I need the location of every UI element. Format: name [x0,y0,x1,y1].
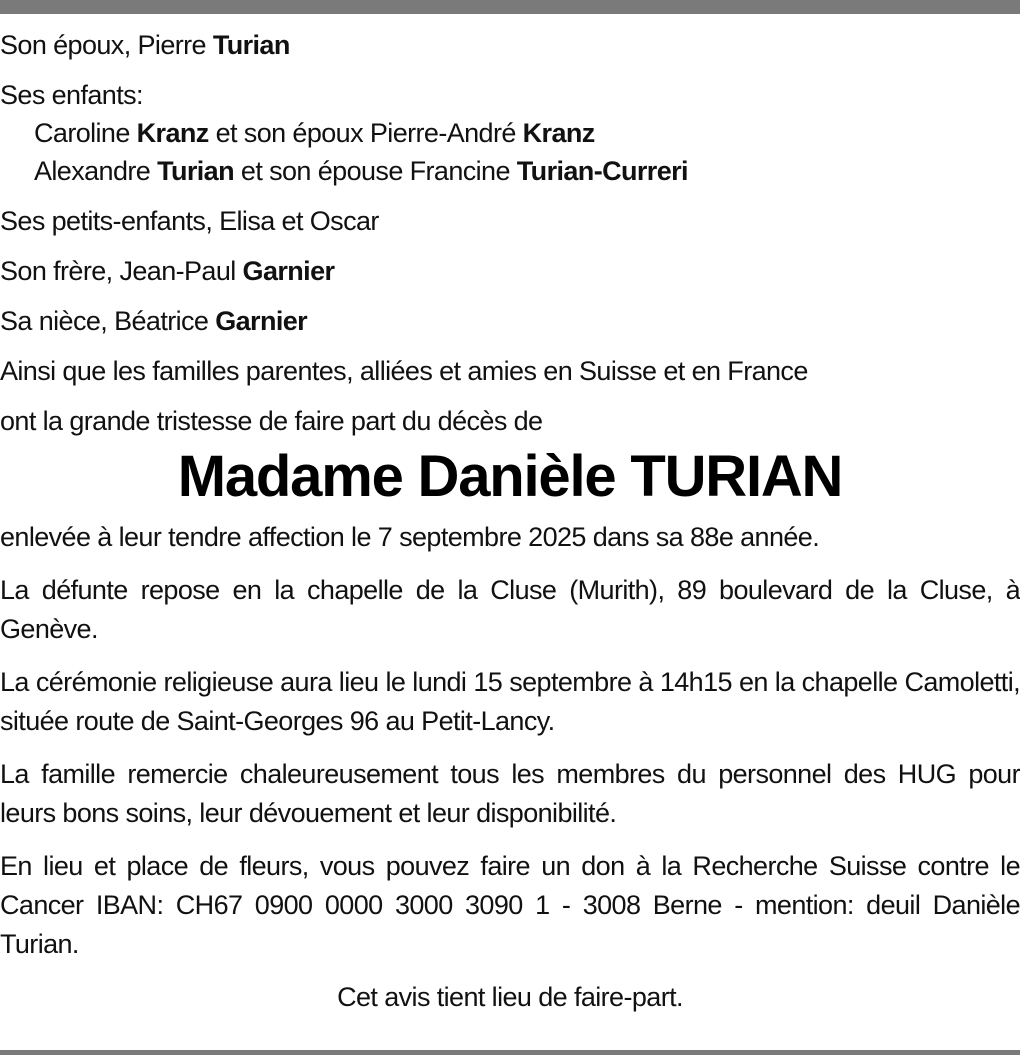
closing-line: Cet avis tient lieu de faire-part. [337,982,683,1012]
child-spouse-text: et son épouse Francine [234,156,517,186]
children-heading: Ses enfants: [0,80,143,110]
bottom-border-rule [0,1050,1020,1055]
child-spouse-text: et son époux Pierre-André [208,118,523,148]
niece-surname: Garnier [215,306,308,336]
brother-surname: Garnier [242,256,335,286]
rest-location-paragraph: La défunte repose en la chapelle de la Cluse (Murith), 89 boulevard de la Cluse, à Genève. [0,575,1020,644]
children-list [0,114,1020,190]
niece-line [0,302,1020,340]
families-line: Ainsi que les familles parentes, alliées et amies en Suisse et en France [0,356,808,386]
child-surname: Kranz [136,118,209,148]
ceremony-paragraph: La cérémonie religieuse aura lieu le lundi 15 septembre à 14h15 en la chapelle Camoletti, située route de Saint-Georges 96 au Petit-Lancy. [0,667,1020,736]
obituary-notice [0,26,1020,1016]
donation-paragraph: En lieu et place de fleurs, vous pouvez faire un don à la Recherche Suisse contre le Cancer IBAN: CH67 0900 0000 3000 3090 1 - 3008 Berne - mention: deuil Danièle Turian. [0,851,1020,959]
child-entry [0,114,1020,152]
brother-line [0,252,1020,290]
child-spouse-surname: Kranz [522,118,595,148]
spouse-text: Son époux, Pierre [0,30,213,60]
top-border-rule [0,0,1020,14]
child-first-name: Caroline [34,118,137,148]
child-spouse-surname: Turian-Curreri [516,156,688,186]
spouse-line [0,26,1020,64]
passing-paragraph: enlevée à leur tendre affection le 7 septembre 2025 dans sa 88e année. [0,522,820,552]
niece-text: Sa nièce, Béatrice [0,306,216,336]
thanks-paragraph: La famille remercie chaleureusement tous les membres du personnel des HUG pour leurs bons soins, leur dévouement et leur disponibilité. [0,759,1020,828]
deceased-name: Madame Danièle TURIAN [177,444,843,509]
child-first-name: Alexandre [34,156,158,186]
child-entry [0,152,1020,190]
grandchildren-line: Ses petits-enfants, Elisa et Oscar [0,206,379,236]
spouse-surname: Turian [212,30,290,60]
announcement-line: ont la grande tristesse de faire part du décès de [0,406,543,436]
brother-text: Son frère, Jean-Paul [0,256,243,286]
child-surname: Turian [157,156,234,186]
